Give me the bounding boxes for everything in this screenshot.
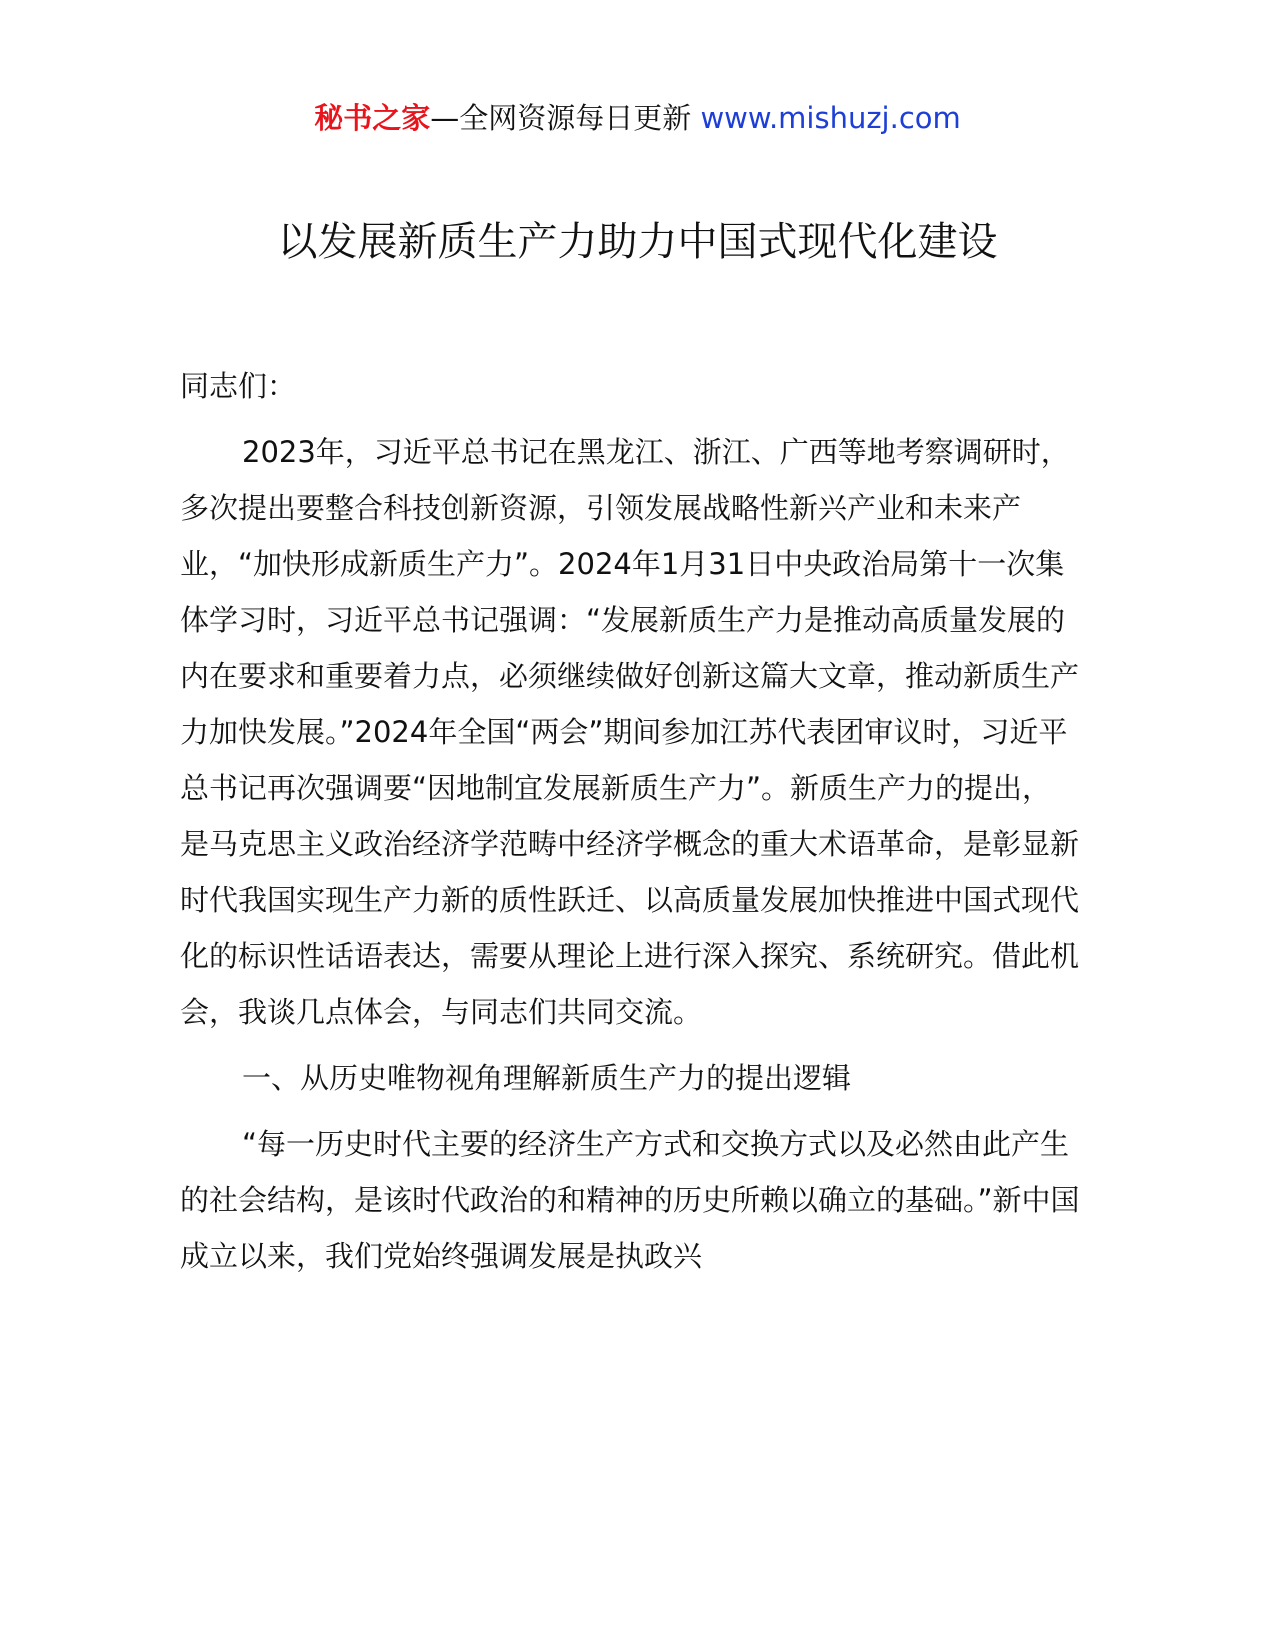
site-brand: 秘书之家 bbox=[314, 101, 431, 135]
document-title: 以发展新质生产力助力中国式现代化建设 bbox=[277, 219, 998, 265]
site-url-link[interactable]: www.mishuzj.com bbox=[700, 101, 961, 135]
site-header bbox=[0, 96, 1275, 140]
site-tagline: —全网资源每日更新 bbox=[430, 101, 692, 135]
paragraph-section-one: “每一历史时代主要的经济生产方式和交换方式以及必然由此产生的社会结构，是该时代政治的和精神的历史所赖以确立的基础。”新中国成立以来，我们党始终强调发展是执政兴 bbox=[180, 1127, 1080, 1273]
salutation: 同志们： bbox=[180, 369, 297, 403]
paragraph-intro: 2023年，习近平总书记在黑龙江、浙江、广西等地考察调研时，多次提出要整合科技创新资源，引领发展战略性新兴产业和未来产业，“加快形成新质生产力”。2024年1月31日中央政治局第十一次集体学习时，习近平总书记强调：“发展新质生产力是推动高质量发展的内在要求和重要着力点，必须继续做好创新这篇大文章，推动新质生产力加快发展。”2024年全国“两会”期间参加江苏代表团审议时，习近平总书记再次强调要“因地制宜发展新质生产力”。新质生产力的提出，是马克思主义政治经济学范畴中经济学概念的重大术语革命，是彰显新时代我国实现生产力新的质性跃迁、以高质量发展加快推进中国式现代化的标识性话语表达，需要从理论上进行深入探究、系统研究。借此机会，我谈几点体会，与同志们共同交流。 bbox=[180, 435, 1080, 1029]
document-body bbox=[180, 358, 1080, 1284]
section-heading: 一、从历史唯物视角理解新质生产力的提出逻辑 bbox=[242, 1061, 852, 1095]
